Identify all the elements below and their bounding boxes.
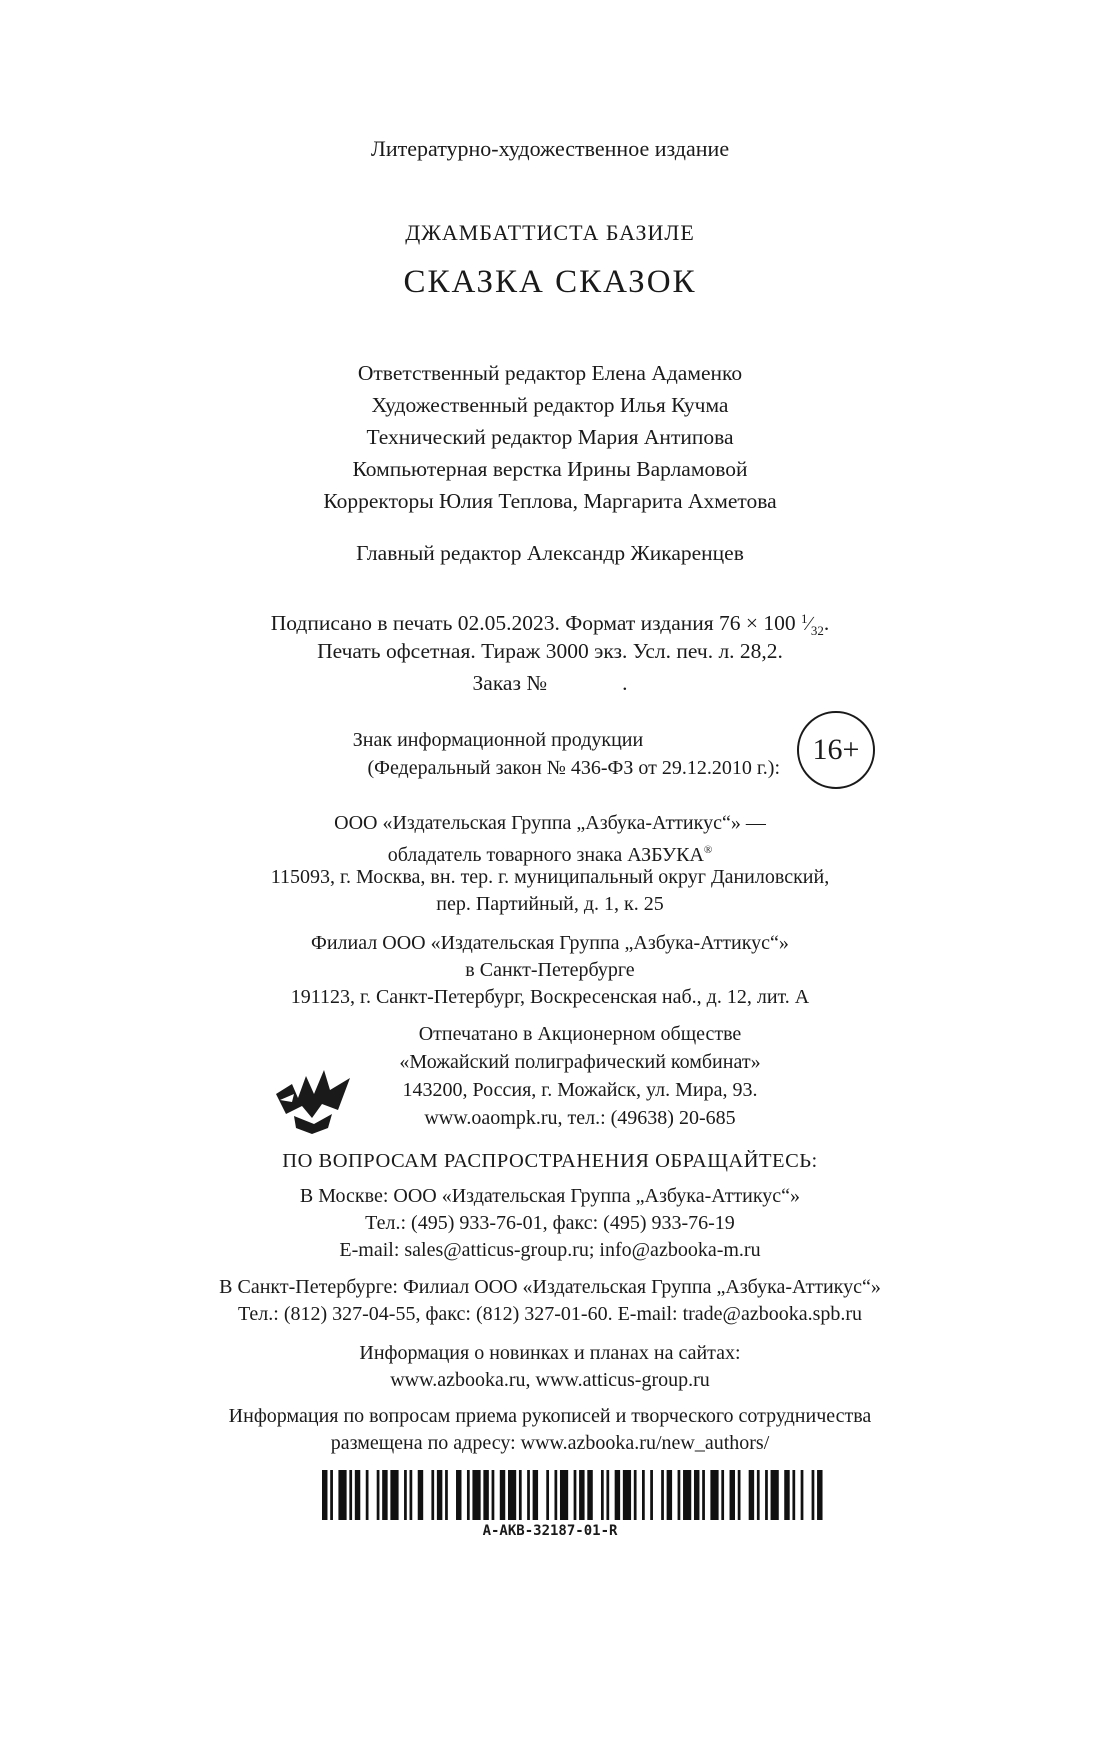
age-rating-badge [797,711,875,789]
credit-line: Технический редактор Мария Антипова [366,425,734,449]
printer-logo-icon [272,1054,354,1136]
barcode-bar [784,1470,789,1520]
barcode-bar [771,1470,779,1520]
barcode-bar [574,1470,577,1520]
barcode-bar [519,1470,522,1520]
barcode-bar [606,1470,609,1520]
barcode-bar [330,1470,333,1520]
printer-address [350,1020,810,1132]
barcode-bar [472,1470,480,1520]
spb-line: В Санкт-Петербурге: Филиал ООО «Издательская Группа „Азбука-Аттикус“» [219,1276,881,1298]
trademark-text: обладатель товарного знака АЗБУКА [387,844,704,866]
barcode-bar [667,1470,672,1520]
credits-list [0,357,1100,517]
barcode-bar [431,1470,434,1520]
printer-line: www.oaompk.ru, тел.: (49638) 20-685 [424,1107,736,1129]
barcode-bar [456,1470,461,1520]
barcode-bar [634,1470,637,1520]
barcode-bar [623,1470,631,1520]
moscow-line: Тел.: (495) 933-76-01, факс: (495) 933-76-19 [365,1212,735,1234]
spb-line: Тел.: (812) 327-04-55, факс: (812) 327-01-60. E-mail: trade@azbooka.spb.ru [237,1303,863,1325]
edition-type: Литературно-художественное издание [370,136,730,161]
barcode-icon [322,1470,828,1520]
barcode-bar [615,1470,620,1520]
barcode-bar [355,1470,360,1520]
barcode-bar [437,1470,442,1520]
distribution-sites [0,1340,1100,1394]
barcode-bar [492,1470,495,1520]
age-rating-value: 16+ [812,733,860,766]
barcode-bar [801,1470,804,1520]
barcode-bar [546,1470,549,1520]
print-info [0,603,1100,699]
moscow-line: E-mail: sales@atticus-group.ru; info@azbooka-m.ru [339,1239,761,1261]
barcode-bar [757,1470,760,1520]
barcode-bar [765,1470,768,1520]
barcode-bar [508,1470,516,1520]
barcode-bar [483,1470,488,1520]
sites-line: www.azbooka.ru, www.atticus-group.ru [390,1369,710,1391]
barcode-bar [721,1470,724,1520]
barcode-bar [533,1470,538,1520]
print-line-1-end: . [823,611,830,635]
print-line-1 [0,603,1100,638]
barcode-bar [445,1470,448,1520]
barcode-bar [650,1470,653,1520]
author-name: ДЖАМБАТТИСТА БАЗИЛЕ [405,220,695,245]
moscow-line: В Москве: ООО «Издательская Группа „Азбука-Аттикус“» [299,1185,801,1207]
barcode-bar [694,1470,699,1520]
barcode-bar [642,1470,645,1520]
barcode-bar [678,1470,681,1520]
credit-line: Художественный редактор Илья Кучма [371,393,729,417]
publisher-line [0,837,1100,864]
fraction-slash: ∕ [807,613,811,635]
credit-line: Ответственный редактор Елена Адаменко [357,361,743,385]
barcode-bar [702,1470,705,1520]
manuscripts-line: размещена по адресу: www.azbooka.ru/new_authors/ [330,1432,770,1454]
manuscripts-line: Информация по вопросам приема рукописей и творческого сотрудничества [228,1405,872,1427]
publisher-line: пер. Партийный, д. 1, к. 25 [436,893,664,915]
barcode-code: A-AKB-32187-01-R [482,1523,618,1539]
barcode-bar [500,1470,505,1520]
distribution-spb [0,1274,1100,1328]
barcode-bar [661,1470,664,1520]
barcode-bar [366,1470,369,1520]
distribution-manuscripts [0,1403,1100,1457]
barcode-bar [738,1470,741,1520]
barcode-bar [683,1470,691,1520]
chief-editor: Главный редактор Александр Жикаренцев [356,541,744,565]
barcode-bar [749,1470,754,1520]
barcode-bar [817,1470,822,1520]
age-sign-label [240,726,780,782]
barcode-bar [467,1470,470,1520]
barcode-bar [730,1470,735,1520]
branch-info [0,930,1100,1011]
barcode-bar [527,1470,530,1520]
barcode-bar [812,1470,815,1520]
barcode-bar [404,1470,407,1520]
publisher-info [0,810,1100,918]
credit-line: Корректоры Юлия Теплова, Маргарита Ахметова [323,489,777,513]
distribution-moscow [0,1183,1100,1264]
printer-line: «Можайский полиграфический комбинат» [399,1051,761,1073]
barcode-bar [554,1470,557,1520]
sites-line: Информация о новинках и планах на сайтах: [359,1342,741,1364]
barcode-bar [560,1470,568,1520]
barcode-bar [322,1470,327,1520]
order-number: Заказ № . [472,671,628,695]
age-sign-line-2: (Федеральный закон № 436-ФЗ от 29.12.2010 г.): [367,757,780,779]
barcode-bar [338,1470,346,1520]
format-numerator: 1 [801,611,808,626]
publisher-line: ООО «Издательская Группа „Азбука-Аттикус“» — [334,812,766,834]
barcode-bar [587,1470,592,1520]
book-title: СКАЗКА СКАЗОК [403,264,697,300]
barcode-bar [390,1470,398,1520]
barcode-bar [377,1470,380,1520]
barcode-bar [382,1470,387,1520]
barcode-bar [418,1470,423,1520]
branch-line: в Санкт-Петербурге [465,959,635,981]
format-denominator: 32 [810,623,824,638]
printer-line: 143200, Россия, г. Можайск, ул. Мира, 93. [402,1079,758,1101]
distribution-heading: ПО ВОПРОСАМ РАСПРОСТРАНЕНИЯ ОБРАЩАЙТЕСЬ: [282,1150,818,1172]
credit-line: Компьютерная верстка Ирины Варламовой [352,457,748,481]
branch-line: Филиал ООО «Издательская Группа „Азбука-Аттикус“» [311,932,789,954]
printer-line: Отпечатано в Акционерном обществе [418,1023,742,1045]
barcode-bar [792,1470,795,1520]
branch-line: 191123, г. Санкт-Петербург, Воскресенская наб., д. 12, лит. А [290,986,810,1008]
barcode-bar [349,1470,352,1520]
age-sign-line-1: Знак информационной продукции [352,729,644,751]
publisher-line: 115093, г. Москва, вн. тер. г. муниципальный округ Даниловский, [270,866,830,888]
barcode-bar [410,1470,413,1520]
print-format-text: Подписано в печать 02.05.2023. Формат издания 76 × 100 [270,611,802,635]
barcode-bar [579,1470,584,1520]
registered-mark: ® [703,844,713,856]
barcode-bar [601,1470,604,1520]
barcode-bar [710,1470,718,1520]
print-line-2: Печать офсетная. Тираж 3000 экз. Усл. печ. л. 28,2. [317,639,783,663]
